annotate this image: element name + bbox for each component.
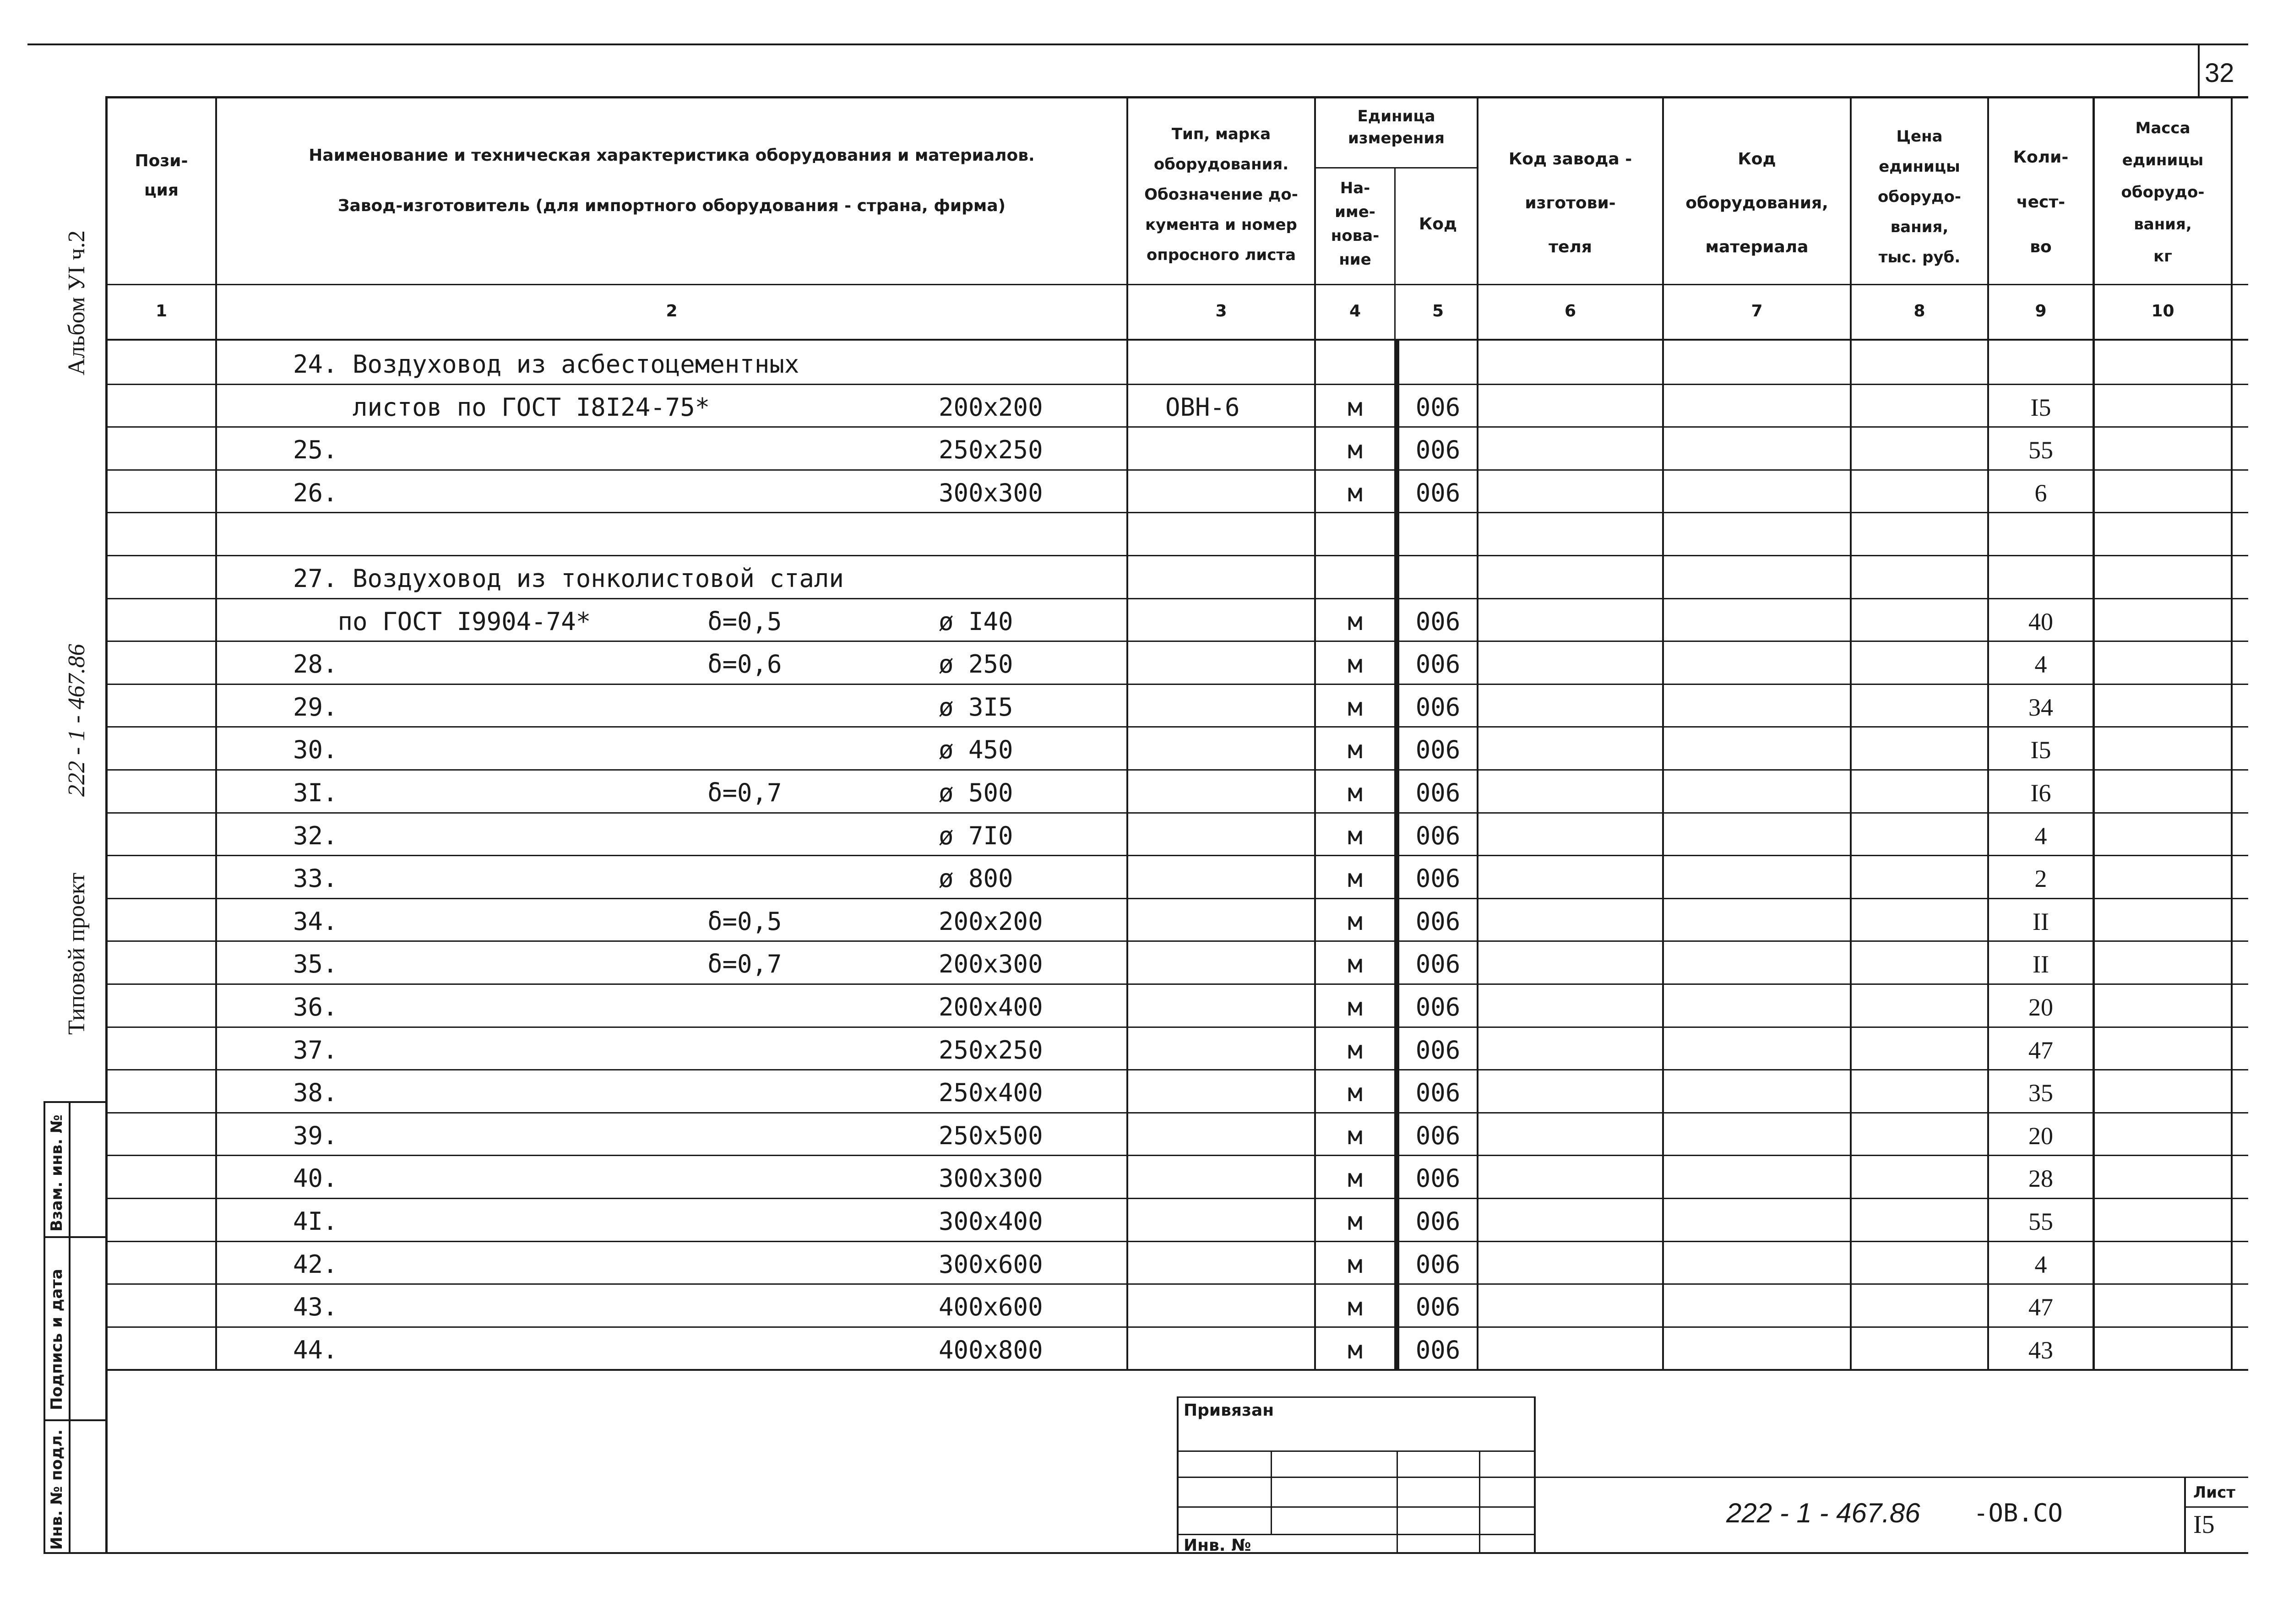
row-quantity: I6 [2030, 779, 2051, 807]
row-quantity: 4 [2034, 651, 2047, 678]
row-unit: м [1348, 1036, 1363, 1065]
col-number-9: 9 [2035, 302, 2047, 320]
row-name: 26. [293, 478, 338, 507]
row-size: 200x200 [939, 907, 1043, 936]
sheet-number: I5 [2193, 1510, 2215, 1539]
row-quantity: I5 [2030, 736, 2051, 764]
header-unit-code: Код [1419, 215, 1457, 234]
header-factory-code: Код завода - изготови- теля [1508, 150, 1632, 256]
row-code: 006 [1415, 1207, 1461, 1236]
row-size: 250x400 [939, 1078, 1043, 1107]
row-unit: м [1348, 950, 1363, 978]
col-number-4: 4 [1349, 302, 1361, 320]
row-size: 250x250 [939, 435, 1043, 464]
header-quantity: Коли- чест- во [2013, 148, 2069, 256]
row-code: 006 [1415, 993, 1461, 1021]
stamp-inv-original: Инв. № подл. [48, 1429, 66, 1550]
row-code: 006 [1415, 650, 1461, 679]
row-unit: м [1348, 478, 1363, 507]
row-name: 32. [293, 821, 338, 850]
row-name: 33. [293, 864, 338, 893]
header-name-line1: Наименование и техническая характеристика оборудования и материалов. [309, 146, 1035, 165]
col-number-1: 1 [155, 302, 168, 320]
row-unit: м [1348, 907, 1363, 936]
row-name: 36. [293, 993, 338, 1021]
row-name: листов по ГОСТ I8I24-75* [293, 393, 710, 422]
row-code: 006 [1415, 1250, 1461, 1279]
row-code: 006 [1415, 778, 1461, 807]
row-name: по ГОСТ I9904-74* [293, 607, 591, 636]
col-number-3: 3 [1215, 302, 1227, 320]
row-unit: м [1348, 1121, 1363, 1150]
row-size: ø 500 [939, 778, 1013, 807]
row-unit: м [1348, 1250, 1363, 1279]
row-quantity: 55 [2028, 436, 2053, 464]
row-size: ø 800 [939, 864, 1013, 893]
row-size: 400x600 [939, 1293, 1043, 1321]
row-code: 006 [1415, 735, 1461, 764]
row-unit: м [1348, 607, 1363, 636]
header-position: Пози- ция [135, 152, 188, 200]
row-size: 300x600 [939, 1250, 1043, 1279]
row-code: 006 [1415, 1164, 1461, 1193]
col-number-5: 5 [1432, 302, 1444, 320]
row-unit: м [1348, 993, 1363, 1021]
row-code: 006 [1415, 607, 1461, 636]
row-quantity: 43 [2028, 1336, 2053, 1364]
row-unit: м [1348, 435, 1363, 464]
row-unit: м [1348, 1207, 1363, 1236]
row-unit: м [1348, 821, 1363, 850]
row-name: 37. [293, 1036, 338, 1065]
row-code: 006 [1415, 821, 1461, 850]
row-name: 25. [293, 435, 338, 464]
row-quantity: 4 [2034, 1251, 2047, 1278]
row-code: 006 [1415, 1121, 1461, 1150]
row-name: 28. [293, 650, 338, 679]
row-quantity: 2 [2034, 865, 2047, 892]
row-size: ø 250 [939, 650, 1013, 679]
row-unit: м [1348, 1336, 1363, 1364]
row-name: 29. [293, 693, 338, 722]
row-code: 006 [1415, 435, 1461, 464]
row-quantity: 47 [2028, 1293, 2053, 1321]
stamp-signature-date: Подпись и дата [48, 1269, 66, 1410]
row-name: 35. [293, 950, 338, 978]
row-code: 006 [1415, 864, 1461, 893]
project-label: Типовой проект [64, 873, 90, 1035]
row-size: 300x300 [939, 478, 1043, 507]
row-name: 24. Воздуховод из асбестоцементных [293, 350, 799, 379]
row-name: 40. [293, 1164, 338, 1193]
col-number-2: 2 [666, 302, 678, 320]
sheet-label: Лист [2193, 1483, 2235, 1502]
row-thickness: δ=0,5 [707, 607, 782, 636]
row-quantity: 40 [2028, 608, 2053, 635]
row-unit: м [1348, 778, 1363, 807]
row-size: ø I40 [939, 607, 1013, 636]
project-code: 222 - 1 - 467.86 [64, 644, 90, 797]
stamp-inv-number: Инв. № [1184, 1536, 1251, 1555]
row-quantity: 6 [2034, 479, 2047, 507]
row-size: 250x500 [939, 1121, 1043, 1150]
header-equipment-code: Код оборудования, материала [1685, 150, 1828, 256]
row-code: 006 [1415, 693, 1461, 722]
row-size: 250x250 [939, 1036, 1043, 1065]
row-code: 006 [1415, 1036, 1461, 1065]
row-name: 38. [293, 1078, 338, 1107]
header-price: Цена единицы оборудо- вания, тыс. руб. [1878, 127, 1961, 266]
row-size: ø 7I0 [939, 821, 1013, 850]
row-name: 44. [293, 1336, 338, 1364]
col-number-8: 8 [1913, 302, 1925, 320]
page-number: 32 [2205, 58, 2234, 88]
row-quantity: 47 [2028, 1037, 2053, 1064]
stamp-privyazan: Привязан [1184, 1401, 1274, 1420]
row-unit: м [1348, 864, 1363, 893]
row-name: 3I. [293, 778, 338, 807]
row-name: 30. [293, 735, 338, 764]
row-size: 300x400 [939, 1207, 1043, 1236]
row-unit: м [1348, 735, 1363, 764]
document-code: 222 - 1 - 467.86 [1726, 1498, 1920, 1528]
row-unit: м [1348, 1164, 1363, 1193]
row-quantity: 55 [2028, 1208, 2053, 1235]
document-suffix: -ОВ.СО [1973, 1499, 2063, 1527]
header-type: Тип, марка оборудования. Обозначение до- кумента и номер опросного листа [1144, 125, 1298, 264]
row-name: 39. [293, 1121, 338, 1150]
row-size: 200x400 [939, 993, 1043, 1021]
row-quantity: 34 [2028, 694, 2053, 721]
row-name: 4I. [293, 1207, 338, 1236]
row-size: ø 450 [939, 735, 1013, 764]
row-type: ОВН-6 [1165, 393, 1240, 422]
stamp-vzam-inv: Взам. инв. № [48, 1114, 66, 1232]
header-name-line2: Завод-изготовитель (для импортного оборудования - страна, фирма) [337, 196, 1006, 215]
row-name: 34. [293, 907, 338, 936]
row-quantity: I5 [2030, 394, 2051, 421]
row-unit: м [1348, 1293, 1363, 1321]
row-size: 200x300 [939, 950, 1043, 978]
row-size: 200x200 [939, 393, 1043, 422]
row-name: 27. Воздуховод из тонколистовой стали [293, 564, 844, 593]
row-quantity: 28 [2028, 1165, 2053, 1192]
row-thickness: δ=0,7 [707, 778, 782, 807]
header-mass: Масса единицы оборудо- вания, кг [2121, 119, 2205, 266]
row-unit: м [1348, 650, 1363, 679]
row-size: 400x800 [939, 1336, 1043, 1364]
row-code: 006 [1415, 1078, 1461, 1107]
row-thickness: δ=0,7 [707, 950, 782, 978]
col-number-10: 10 [2151, 302, 2174, 320]
row-code: 006 [1415, 393, 1461, 422]
col-number-7: 7 [1751, 302, 1763, 320]
row-name: 42. [293, 1250, 338, 1279]
row-quantity: 20 [2028, 994, 2053, 1021]
row-unit: м [1348, 693, 1363, 722]
row-code: 006 [1415, 1336, 1461, 1364]
row-code: 006 [1415, 478, 1461, 507]
row-unit: м [1348, 1078, 1363, 1107]
row-thickness: δ=0,6 [707, 650, 782, 679]
header-unit: Единица измерения [1348, 107, 1445, 147]
row-quantity: II [2033, 908, 2049, 935]
row-quantity: 4 [2034, 822, 2047, 850]
row-quantity: 35 [2028, 1079, 2053, 1107]
row-quantity: II [2033, 951, 2049, 978]
header-unit-name: На- име- нова- ние [1331, 179, 1380, 269]
row-thickness: δ=0,5 [707, 907, 782, 936]
row-unit: м [1348, 393, 1363, 422]
row-code: 006 [1415, 1293, 1461, 1321]
row-quantity: 20 [2028, 1122, 2053, 1150]
row-size: 300x300 [939, 1164, 1043, 1193]
row-name: 43. [293, 1293, 338, 1321]
row-code: 006 [1415, 907, 1461, 936]
row-code: 006 [1415, 950, 1461, 978]
col-number-6: 6 [1564, 302, 1576, 320]
row-size: ø 3I5 [939, 693, 1013, 722]
album-label: Альбом УI ч.2 [64, 230, 90, 375]
